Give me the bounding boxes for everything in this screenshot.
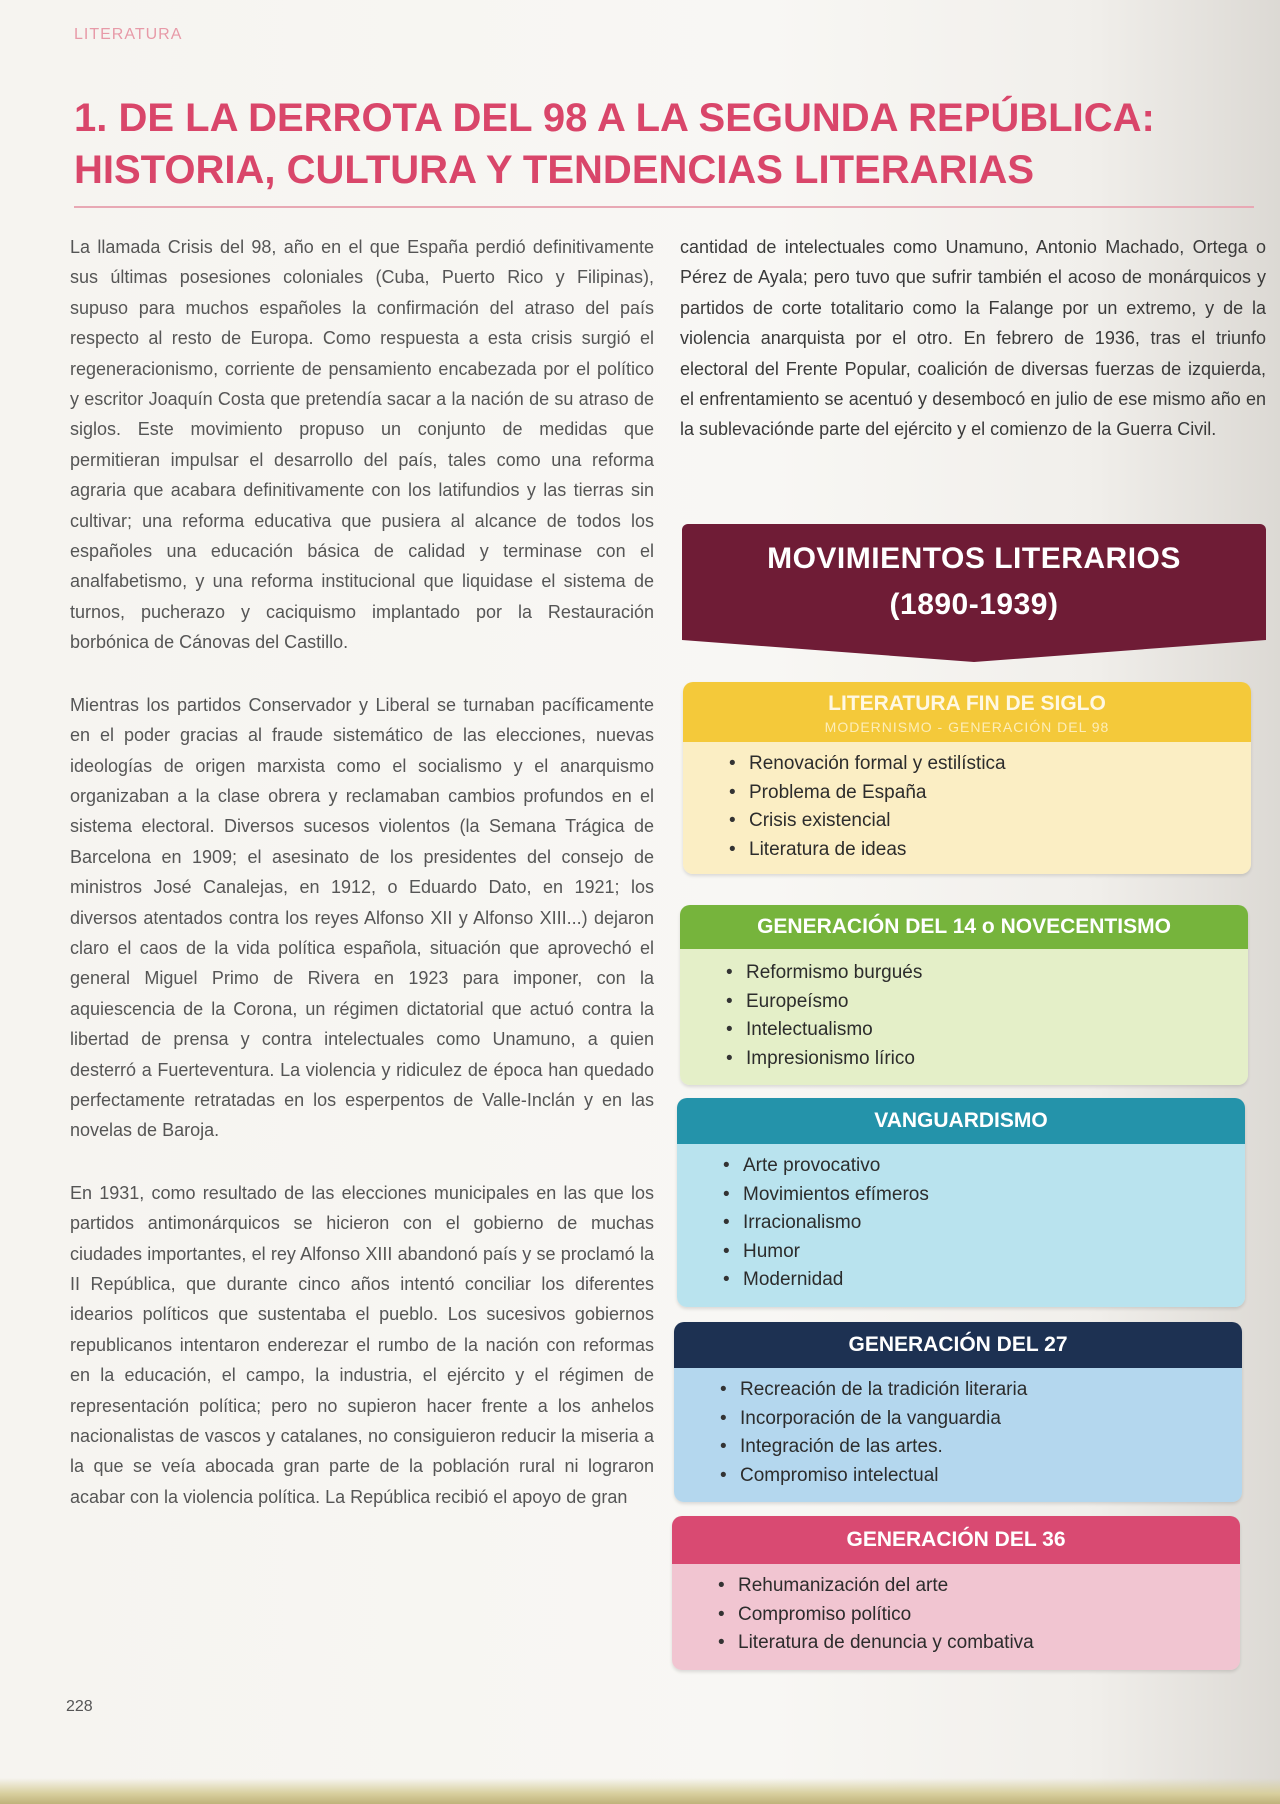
feature-item: • Intelectualismo xyxy=(746,1016,1248,1045)
feature-item: • Rehumanización del arte xyxy=(738,1572,1240,1601)
banner-title: MOVIMIENTOS LITERARIOS xyxy=(767,542,1181,575)
movement-title: GENERACIÓN DEL 36 xyxy=(672,1516,1240,1564)
page-title xyxy=(74,92,1174,196)
movement-features xyxy=(674,1368,1242,1502)
title-line-2: HISTORIA, CULTURA Y TENDENCIAS LITERARIAS xyxy=(74,148,1035,192)
feature-item: • Literatura de ideas xyxy=(749,836,1251,865)
movement-title: GENERACIÓN DEL 14 o NOVECENTISMO xyxy=(680,905,1248,949)
feature-item: • Arte provocativo xyxy=(743,1152,1245,1181)
feature-item: • Impresionismo lírico xyxy=(746,1045,1248,1074)
section-label: LITERATURA xyxy=(74,26,183,43)
page-number: 228 xyxy=(66,1698,93,1715)
banner-years: (1890-1939) xyxy=(889,588,1059,621)
movement-fin-de-siglo xyxy=(683,682,1251,874)
movement-features xyxy=(680,949,1248,1085)
movement-features xyxy=(677,1144,1245,1307)
feature-item: • Humor xyxy=(743,1238,1245,1267)
feature-item: • Europeísmo xyxy=(746,988,1248,1017)
movements-banner xyxy=(682,524,1266,640)
feature-item: • Incorporación de la vanguardia xyxy=(740,1405,1242,1434)
right-column-text xyxy=(680,232,1266,445)
feature-item: • Irracionalismo xyxy=(743,1209,1245,1238)
movement-subtitle: MODERNISMO - GENERACIÓN DEL 98 xyxy=(824,719,1110,735)
banner-arrow xyxy=(682,640,1266,662)
paragraph-3: En 1931, como resultado de las elecciones municipales en las que los partidos antimonárquicos se hicieron con el gobierno de muchas ciudades importantes, el rey Alfonso XIII abandonó país y se proclamó la II República, que durante cinco años intentó conciliar los diferentes idearios políticos que sustentaba el pueblo. Los sucesivos gobiernos republicanos intentaron enderezar el rumbo de la nación con reformas en la educación, el campo, la industria, el ejército y el régimen de representación política; pero no supieron hacer frente a los anhelos nacionalistas de vascos y catalanes, no consiguieron reducir la miseria a la que se veía abocada gran parte de la población rural ni lograron acabar con la violencia política. La República recibió el apoyo de gran xyxy=(70,1182,654,1507)
feature-item: • Renovación formal y estilística xyxy=(749,750,1251,779)
feature-item: • Compromiso intelectual xyxy=(740,1462,1242,1491)
feature-item: • Literatura de denuncia y combativa xyxy=(738,1629,1240,1658)
feature-item: • Recreación de la tradición literaria xyxy=(740,1376,1242,1405)
title-line-1: 1. DE LA DERROTA DEL 98 A LA SEGUNDA REPÚBLICA: xyxy=(74,96,1155,140)
feature-item: • Problema de España xyxy=(749,779,1251,808)
movement-features xyxy=(672,1564,1240,1670)
movement-title: GENERACIÓN DEL 27 xyxy=(674,1322,1242,1368)
movement-header xyxy=(683,682,1251,742)
movement-title: LITERATURA FIN DE SIGLO xyxy=(828,692,1106,715)
paragraph-4: cantidad de intelectuales como Unamuno, Antonio Machado, Ortega o Pérez de Ayala; pero tuvo que sufrir también el acoso de monárquicos y partidos de corte totalitario como la Falange por un extremo, y de la violencia anarquista por el otro. En febrero de 1936, tras el triunfo electoral del Frente Popular, coalición de diversas fuerzas de izquierda, el enfrentamiento se acentuó y desembocó en julio de ese mismo año en la sublevacióndе parte del ejército y el comienzo de la Guerra Civil. xyxy=(680,237,1266,440)
movement-title: VANGUARDISMO xyxy=(677,1098,1245,1144)
movement-generacion-27 xyxy=(674,1322,1242,1502)
feature-item: • Modernidad xyxy=(743,1266,1245,1295)
movement-novecentismo xyxy=(680,905,1248,1085)
movement-generacion-36 xyxy=(672,1516,1240,1670)
left-column xyxy=(70,232,654,1544)
feature-item: • Compromiso político xyxy=(738,1601,1240,1630)
title-divider xyxy=(74,206,1254,208)
feature-item: • Reformismo burgués xyxy=(746,959,1248,988)
feature-item: • Crisis existencial xyxy=(749,807,1251,836)
paragraph-2: Mientras los partidos Conservador y Liberal se turnaban pacíficamente en el poder gracias al fraude sistemático de las elecciones, nuevas ideologías de origen marxista como el socialismo y el anarquismo organizaban a la clase obrera y reclamaban cambios profundos en el sistema electoral. Diversos sucesos violentos (la Semana Trágica de Barcelona en 1909; el asesinato de los presidentes del consejo de ministros José Canalejas, en 1912, o Eduardo Dato, en 1921; los diversos atentados contra los reyes Alfonso XII y Alfonso XIII...) dejaron claro el caos de la vida política española, situación que aprovechó el general Miguel Primo de Rivera en 1923 para imponer, con la aquiescencia de la Corona, un régimen dictatorial que actuó contra la libertad de prensa y contra intelectuales como Unamuno, a quien desterró a Fuerteventura. La violencia y ridiculez de época han quedado perfectamente retratadas en los esperpentos de Valle-Inclán y en las novelas de Baroja. xyxy=(70,694,654,1141)
movement-vanguardismo xyxy=(677,1098,1245,1307)
feature-item: • Movimientos efímeros xyxy=(743,1181,1245,1210)
feature-item: • Integración de las artes. xyxy=(740,1433,1242,1462)
paragraph-1: La llamada Crisis del 98, año en el que España perdió definitivamente sus últimas posesiones coloniales (Cuba, Puerto Rico y Filipinas), supuso para muchos españoles la confirmación del atraso del país respecto al resto de Europa. Como respuesta a esta crisis surgió el regeneracionismo, corriente de pensamiento encabezada por el político y escritor Joaquín Costa que pretendía sacar a la nación de su atraso de siglos. Este movimiento propuso un conjunto de medidas que permitieran impulsar el desarrollo del país, tales como una reforma agraria que acabara definitivamente con los latifundios y las tierras sin cultivar; una reforma educativa que pusiera al alcance de todos los españoles una educación básica de calidad y terminase con el analfabetismo, y una reforma institucional que liquidase el sistema de turnos, pucherazo y caciquismo implantado por la Restauración borbónica de Cánovas del Castillo. xyxy=(70,237,654,653)
movement-features xyxy=(683,742,1251,874)
